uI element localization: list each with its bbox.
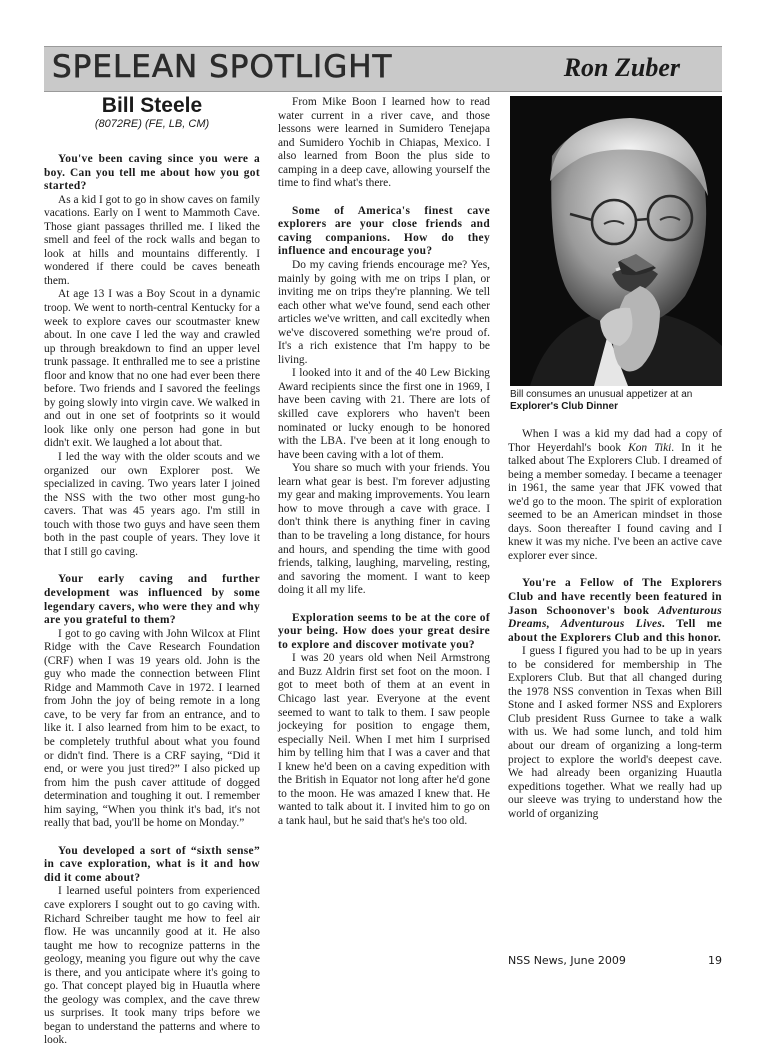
question-4: Some of America's finest cave explorers are your close friends and caving companions. How do they influence and encourage you? [278, 204, 490, 258]
question-6-text-b: Tell me about the Explorers Club and this honor. [508, 618, 722, 644]
question-2: Your early caving and further development was influenced by some legendary cavers, who were they and why are you grateful to them? [44, 573, 260, 627]
book-title-adventurous-dreams: Adventurous Dreams, Adventurous Lives. [508, 604, 722, 631]
question-6-text-a: You're a Fellow of The Explorers Club and have recently been featured in Jason Schoonover's book [508, 577, 722, 617]
answer-4-paragraph-2: I looked into it and of the 40 Lew Bicking Award recipients since the first one in 1969, I have been caving with 21. There are lots of skilled cave explorers who haven't been nominated or lucky enough to be honored with the LBA. I've been at it long enough to have been caving with a lot of them. [278, 367, 490, 461]
answer-1-paragraph-1: As a kid I got to go in show caves on family vacations. Early on I went to Mammoth Cave. Those giant passages thrilled me. I liked the smell and feel of the rock walls and began to look at hills and mountains differently. I wondered if there could be caves beneath them. [44, 193, 260, 287]
portrait-photo-graphic [510, 96, 722, 386]
photo-caption [510, 389, 722, 413]
answer-3-paragraph-1: I learned useful pointers from experienced cave explorers I sought out to go caving with. Richard Schreiber taught me how to feel air flow. He was uncannily good at it. He also taught me how to recognize patterns in the geology, meaning you figure out why the cave is there, and you anticipate where it's going to go. That concept played big in Huautla where the geology was complex, and the cave threw us surprises. It took many trips before we began to understand the patterns and where to look. [44, 885, 260, 1047]
column-one [44, 92, 260, 1048]
answer-5-paragraph-2-text-b: . In it he talked about The Explorers Club. I dreamed of being a member someday. I became a teenager in 1961, the same year that JFK vowed that we'd go to the moon. The spirit of exploration seemed to be an American mindset in those days. Soon thereafter I found caving and I knew it was my niche. I've been an active cave explorer ever since. [508, 441, 722, 562]
issue-label: NSS News, June 2009 [508, 954, 626, 967]
answer-6-paragraph-1: I guess I figured you had to be up in years to be considered for membership in The Explorers Club. But that all changed during the 1978 NSS convention in Texas when Bill Stone and I asked former NSS and Explorers Club president Russ Gurnee to take a walk with us. We had some lunch, and told him about our dream of organizing a long-term project to explore the world's deepest cave. We had already been organizing Huautla expeditions together. What we really had up our sleeve was trying to understand how the world of organizing [508, 645, 722, 820]
book-title-kon-tiki: Kon Tiki [628, 441, 672, 454]
subject-tags: (8072RE) (FE, LB, CM) [94, 118, 210, 130]
subject-name: Bill Steele [101, 94, 203, 117]
question-6 [508, 577, 722, 645]
answer-4-paragraph-3: You share so much with your friends. You learn what gear is best. I'm forever adjusting my gear and making improvements. You learn how to move through a cave with grace. I don't think there is anything finer in caving than to be traveling a long distance, for hours and hours, and spending the time with good friends, talking, laughing, marveling, resting, and savoring the moment. I want to keep doing it all my life. [278, 462, 490, 597]
answer-3-paragraph-2: From Mike Boon I learned how to read water current in a river cave, and those lessons were learned in Sumidero Tenejapa and Sumidero Yochib in Chiapas, Mexico. I also learned from Boon the plus side to camping in a deep cave, allowing yourself the time to find what's there. [278, 96, 490, 190]
answer-2-paragraph-1: I got to go caving with John Wilcox at Flint Ridge with the Cave Research Foundation (CRF) when I was 19 years old. John is the guy who made the connection between Flint Ridge and Mammoth Cave in 1972. I learned from John the joy of being remote in a long cave, to be very far from an entrance, and to like it. I also learned from him to be exact, to be completely truthful about what you found or didn't find. There is a CRF saying, “Did it end, or were you just tired?” I also picked up from him the push caver attitude of dogged determination and toughing it out. I remember him saying, “When you think it's bad, it's not really that bad, you'll be home on Monday.” [44, 627, 260, 830]
header-banner [44, 46, 722, 92]
question-5: Exploration seems to be at the core of your being. How does your great desire to explore and discover motivate you? [278, 611, 490, 651]
portrait-photo [510, 96, 722, 386]
column-two [278, 96, 490, 828]
column-title: SPELEAN SPOTLIGHT [52, 49, 393, 85]
author-name: Ron Zuber [563, 53, 680, 82]
answer-5-paragraph-2 [508, 428, 722, 563]
question-3: You developed a sort of “sixth sense” in cave exploration, what is it and how did it come about? [44, 844, 260, 884]
answer-4-paragraph-1: Do my caving friends encourage me? Yes, mainly by going with me on trips I plan, or inviting me on trips they're planning. We tell each other what we've found, send each other articles we've written, and call excitedly when we've discovered something we're proud of. It's a rich existence that I'm happy to be living. [278, 259, 490, 366]
answer-1-paragraph-3: I led the way with the older scouts and we organized our own Explorer post. We specialized in caving. Two years later I joined the NSS with the two other most gung-ho cavers. That was 45 years ago. I'm still in touch with those two guys and have seen them both in the past couple of years. They love it that I still go caving. [44, 451, 260, 558]
page-number: 19 [708, 954, 722, 967]
column-three [508, 428, 722, 821]
photo-caption-line-2: Explorer's Club Dinner [510, 401, 618, 412]
photo-caption-line-1: Bill consumes an unusual appetizer at an [510, 389, 693, 400]
answer-5-paragraph-1: I was 20 years old when Neil Armstrong and Buzz Aldrin first set foot on the moon. I got to meet both of them at an event in Chicago last year. Everyone at the event seemed to want to talk to them. I saw people jockeying for position to engage them, especially Neil. When I met him I surprised him by telling him that I was a caver and that I knew he'd been on a caving expedition with the British in Equator not long after he'd gone to the moon. He was amazed I knew that. He wanted to talk about it. I invited him to go on a tank haul, but he said that's he's too old. [278, 652, 490, 827]
question-1: You've been caving since you were a boy. Can you tell me about how you got started? [44, 153, 260, 193]
answer-5-paragraph-2-text-a: When I was a kid my dad had a copy of Thor Heyerdahl's book [508, 428, 722, 454]
answer-1-paragraph-2: At age 13 I was a Boy Scout in a dynamic troop. We went to north-central Kentucky for a week to explore caves our scoutmaster knew about. In one cave I led the way and crawled up through breakdown to find an upper level trunk passage. It enthralled me to see a pristine floor and know that no one had ever been there before. Two friends and I savored the feelings by going slowly into virgin cave. We walked in and out in one set of footprints so it would look like only one person had gone in but didn't exit. We laughed a lot about that. [44, 288, 260, 450]
